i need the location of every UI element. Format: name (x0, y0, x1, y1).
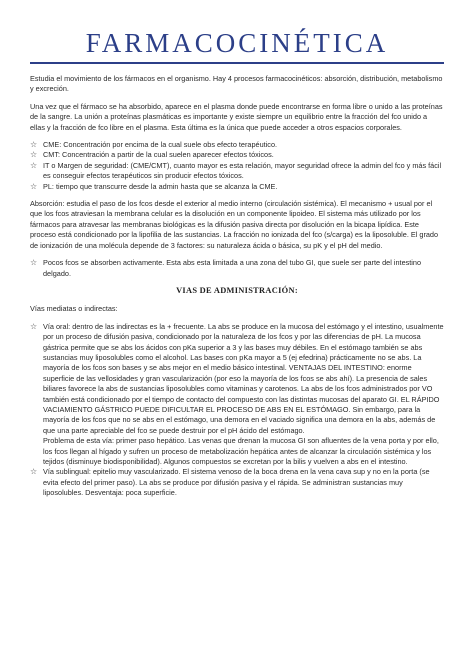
list-item (30, 258, 444, 279)
via-oral-text: Vía oral: dentro de las indirectas es la + frecuente. La abs se produce en la mucosa del estómago y el intestino, usualmente por un proceso de difusión pasiva, condicionado por la naturaleza de los fcos y por las diferencias de pH. La mucosa gástrica permite que se abs los ácidos con pKa superior a 3 y las bases muy débiles. En el estómago también se abs sustancias muy liposolubles como el alcohol. Las bases con pKa mayor a 5 (ej efedrina) prácticamente no se abs. La mayoría de los fcos son bases y se abs mejor en el medio básico intestinal. VENTAJAS DEL INTESTINO: enorme superficie de las vellosidades y gran vascularización (por eso la mayoría de los fcos se abs ahí). La presencia de sales biliares favorece la abs de sustancias liposolubles como vitaminas y carotenos. La abs de los fcos administrados por VO también está condicionado por el tiempo de contacto del compuesto con las distintas mucosas del aparato GI. EL RÁPIDO VACIAMIENTO GÁSTRICO PUEDE DIFICULTAR EL PROCESO DE ABS EN EL ESTÓMAGO. Sin embargo, para la mayoría de los fcos que no se abs en el estómago, una demora en el vaciado significa una demora en la abs, además de que una parte apreciable del fco se puede destruir por el pH ácido del estómago. (43, 321, 444, 435)
star-outline-icon: ☆ (30, 160, 38, 170)
vias-intro: Vías mediatas o indirectas: (30, 304, 118, 314)
definition-pl: PL: tiempo que transcurre desde la admin hasta que se alcanza la CME. (43, 181, 278, 191)
pocos-text: Pocos fcos se absorben activamente. Esta abs esta limitada a una zona del tubo GI, que suele ser parte del intestino delgado. (43, 258, 422, 278)
star-outline-icon: ☆ (30, 258, 38, 268)
page-title: FARMACOCINÉTICA (85, 28, 389, 58)
star-outline-icon: ☆ (30, 181, 38, 191)
plasma-paragraph: Una vez que el fármaco se ha absorbido, aparece en el plasma donde puede encontrarse en forma libre o unido a las proteínas de la sangre. La unión a proteínas plasmáticas es importante y existe siempre un equilibrio entre la fracción del fco unido a ellas y la fracción de fco libre en el plasma. Esta última es la única que puede acceder a otros espacios corporales. (30, 101, 443, 132)
section-heading: VIAS DE ADMINISTRACIÓN: (176, 285, 298, 295)
problema-paragraph: Problema de esta vía: primer paso hepático. Las venas que drenan la mucosa GI son afluentes de la vena porta y por ello, los fcos llegan al hígado y sufren un proceso de metabolización hepática antes de alcanzar la circulación sistémica y los tejidos (disminuye biodisponibilidad). Algunos compuestos se excretan por la bilis y vuelven a abs en el intestino. (43, 436, 439, 466)
via-sublingual-text: Vía sublingual: epitelio muy vascularizado. El sistema venoso de la boca drena en la vena cava sup y no en la porta (se evita efecto del primer paso). La abs se produce por difusión pasiva y el rápida. Se administran sustancias muy liposolubles. Desventaja: poca superficie. (43, 467, 430, 498)
list-item (30, 140, 444, 150)
title-block (30, 28, 444, 64)
vias-list (30, 322, 444, 436)
title-underline (30, 62, 444, 64)
definition-cme: CME: Concentración por encima de la cual suele obs efecto terapéutico. (43, 140, 278, 150)
star-outline-icon: ☆ (30, 140, 38, 150)
vias-list-2 (30, 467, 444, 498)
star-outline-icon: ☆ (30, 150, 38, 160)
definition-cmt: CMT: Concentración a partir de la cual suelen aparecer efectos tóxicos. (43, 150, 274, 160)
intro-paragraph: Estudia el movimiento de los fármacos en el organismo. Hay 4 procesos farmacocinéticos: absorción, distribución, metabolismo y excreción. (30, 74, 443, 94)
absorcion-paragraph: Absorción: estudia el paso de los fcos desde el exterior al medio interno (circulación sistémica). El mecanismo + usual por el que los fcos atraviesan la membrana celular es la disolución en un componente lipoideo. El sistema más utilizado por los fármacos para atravesar las membranas biológicas es la difusión pasiva directa por disolución en la bicapa lipídica. Este proceso está condicionado por la lipofilia de las sustancias. La fracción no ionizada del fco (s/carga) es la liposoluble. El grado de ionización de una molécula depende de 3 factores: su naturaleza ácida o básica, su pK y el pH del medio. (30, 199, 439, 250)
pocos-list (30, 258, 444, 279)
definitions-list (30, 140, 444, 192)
definition-it: IT o Margen de seguridad: (CME/CMT), cuanto mayor es esta relación, mayor seguridad ofrece la admin del fco y más fácil es conseguir efectos terapéuticos sin producir efectos tóxicos. (43, 160, 442, 181)
star-outline-icon: ☆ (30, 467, 38, 477)
list-item (30, 161, 444, 182)
list-item (30, 322, 444, 436)
list-item (30, 182, 444, 192)
list-item (30, 150, 444, 160)
star-outline-icon: ☆ (30, 321, 38, 331)
list-item (30, 467, 444, 498)
